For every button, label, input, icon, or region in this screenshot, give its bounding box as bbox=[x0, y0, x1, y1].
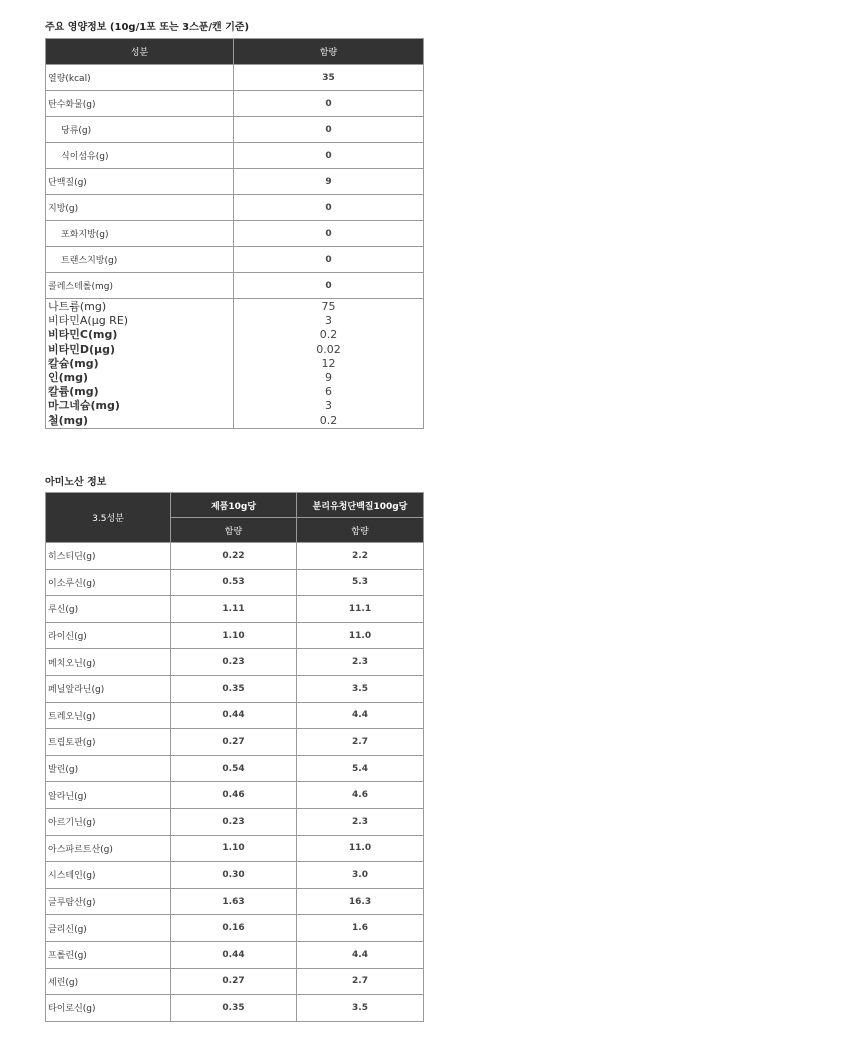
product-value: 1.10 bbox=[171, 622, 297, 649]
product-value: 0.54 bbox=[171, 755, 297, 782]
table-row bbox=[46, 835, 424, 862]
table-row bbox=[46, 995, 424, 1022]
mineral-value: 9 bbox=[325, 371, 332, 385]
product-value: 0.22 bbox=[171, 543, 297, 570]
mineral-value: 0.2 bbox=[319, 328, 338, 342]
nutrient-value: 0 bbox=[234, 117, 424, 143]
table-row bbox=[46, 143, 424, 169]
amino-name: 이소루신(g) bbox=[46, 569, 171, 596]
table-row bbox=[46, 117, 424, 143]
product-value: 0.35 bbox=[171, 995, 297, 1022]
nutrient-name: 탄수화물(g) bbox=[46, 91, 234, 117]
nutrient-value: 0 bbox=[234, 143, 424, 169]
amino-title: 아미노산 정보 bbox=[45, 477, 107, 488]
nutrition-header-row bbox=[46, 39, 424, 65]
table-row bbox=[46, 543, 424, 570]
amino-name: 트레오닌(g) bbox=[46, 702, 171, 729]
product-value: 0.46 bbox=[171, 782, 297, 809]
mineral-value: 3 bbox=[325, 399, 332, 413]
nutrient-value: 0 bbox=[234, 247, 424, 273]
isolate-value: 4.6 bbox=[297, 782, 424, 809]
amino-name: 페닐알라닌(g) bbox=[46, 675, 171, 702]
nutrient-value: 0 bbox=[234, 195, 424, 221]
minerals-values bbox=[234, 299, 424, 429]
isolate-value: 2.3 bbox=[297, 649, 424, 676]
table-row bbox=[46, 702, 424, 729]
table-row bbox=[46, 65, 424, 91]
mineral-name: 비타민A(μg RE) bbox=[48, 314, 129, 328]
nutrient-value: 0 bbox=[234, 91, 424, 117]
isolate-value: 11.0 bbox=[297, 622, 424, 649]
table-row bbox=[46, 755, 424, 782]
table-row bbox=[46, 729, 424, 756]
nutrient-name: 콜레스테롤(mg) bbox=[46, 273, 234, 299]
nutrient-value: 35 bbox=[234, 65, 424, 91]
nutrient-value: 9 bbox=[234, 169, 424, 195]
isolate-value: 5.3 bbox=[297, 569, 424, 596]
table-row bbox=[46, 169, 424, 195]
mineral-value: 75 bbox=[321, 300, 336, 313]
header-amount: 함량 bbox=[171, 518, 297, 543]
table-row bbox=[46, 273, 424, 299]
table-row bbox=[46, 888, 424, 915]
amino-name: 라이신(g) bbox=[46, 622, 171, 649]
mineral-name: 칼륨(mg) bbox=[48, 385, 99, 399]
mineral-name: 마그네슘(mg) bbox=[48, 399, 120, 413]
amino-header-row bbox=[46, 493, 424, 518]
amino-name: 세린(g) bbox=[46, 968, 171, 995]
table-row bbox=[46, 649, 424, 676]
table-row bbox=[46, 782, 424, 809]
table-row bbox=[46, 915, 424, 942]
nutrient-value: 0 bbox=[234, 221, 424, 247]
isolate-value: 4.4 bbox=[297, 702, 424, 729]
nutrient-name: 지방(g) bbox=[46, 195, 234, 221]
isolate-value: 5.4 bbox=[297, 755, 424, 782]
table-row bbox=[46, 675, 424, 702]
header-product: 제품10g당 bbox=[171, 493, 297, 518]
amino-name: 아르기닌(g) bbox=[46, 808, 171, 835]
amino-name: 아스파르트산(g) bbox=[46, 835, 171, 862]
header-amount: 함량 bbox=[234, 39, 424, 65]
minerals-names bbox=[46, 299, 234, 429]
product-value: 0.30 bbox=[171, 862, 297, 889]
product-value: 1.63 bbox=[171, 888, 297, 915]
amino-name: 알라닌(g) bbox=[46, 782, 171, 809]
amino-name: 메치오닌(g) bbox=[46, 649, 171, 676]
amino-body bbox=[46, 543, 424, 1022]
isolate-value: 3.5 bbox=[297, 675, 424, 702]
header-amount: 함량 bbox=[297, 518, 424, 543]
header-component: 3.5성분 bbox=[46, 493, 171, 543]
amino-name: 루신(g) bbox=[46, 596, 171, 623]
product-value: 0.23 bbox=[171, 808, 297, 835]
mineral-value: 3 bbox=[325, 314, 332, 328]
amino-name: 히스티딘(g) bbox=[46, 543, 171, 570]
amino-name: 글리신(g) bbox=[46, 915, 171, 942]
nutrient-name: 열량(kcal) bbox=[46, 65, 234, 91]
product-value: 0.27 bbox=[171, 729, 297, 756]
product-value: 0.35 bbox=[171, 675, 297, 702]
header-component: 성분 bbox=[46, 39, 234, 65]
isolate-value: 2.7 bbox=[297, 968, 424, 995]
nutrition-title: 주요 영양정보 (10g/1포 또는 3스푼/캔 기준) bbox=[45, 22, 250, 33]
table-row bbox=[46, 221, 424, 247]
isolate-value: 11.1 bbox=[297, 596, 424, 623]
isolate-value: 1.6 bbox=[297, 915, 424, 942]
nutrient-name: 당류(g) bbox=[46, 117, 234, 143]
table-row bbox=[46, 808, 424, 835]
amino-name: 글루탐산(g) bbox=[46, 888, 171, 915]
table-row bbox=[46, 247, 424, 273]
isolate-value: 3.5 bbox=[297, 995, 424, 1022]
table-row bbox=[46, 195, 424, 221]
product-value: 1.10 bbox=[171, 835, 297, 862]
product-value: 0.23 bbox=[171, 649, 297, 676]
product-value: 0.44 bbox=[171, 702, 297, 729]
product-value: 0.16 bbox=[171, 915, 297, 942]
mineral-name: 나트륨(mg) bbox=[48, 300, 107, 313]
table-row bbox=[46, 862, 424, 889]
mineral-value: 0.2 bbox=[319, 413, 338, 427]
isolate-value: 2.2 bbox=[297, 543, 424, 570]
nutrient-name: 식이섬유(g) bbox=[46, 143, 234, 169]
table-row bbox=[46, 622, 424, 649]
amino-name: 발린(g) bbox=[46, 755, 171, 782]
table-row bbox=[46, 569, 424, 596]
amino-name: 트립토판(g) bbox=[46, 729, 171, 756]
nutrient-value: 0 bbox=[234, 273, 424, 299]
product-value: 0.53 bbox=[171, 569, 297, 596]
isolate-value: 3.0 bbox=[297, 862, 424, 889]
mineral-value: 6 bbox=[325, 385, 332, 399]
mineral-name: 비타민D(μg) bbox=[48, 342, 116, 356]
isolate-value: 4.4 bbox=[297, 941, 424, 968]
amino-table bbox=[45, 492, 424, 1022]
amino-name: 프롤린(g) bbox=[46, 941, 171, 968]
product-value: 1.11 bbox=[171, 596, 297, 623]
header-isolate: 분리유청단백질100g당 bbox=[297, 493, 424, 518]
mineral-name: 인(mg) bbox=[48, 371, 89, 385]
nutrient-name: 단백질(g) bbox=[46, 169, 234, 195]
isolate-value: 16.3 bbox=[297, 888, 424, 915]
table-row bbox=[46, 91, 424, 117]
table-row bbox=[46, 941, 424, 968]
nutrient-name: 트랜스지방(g) bbox=[46, 247, 234, 273]
isolate-value: 2.3 bbox=[297, 808, 424, 835]
product-value: 0.27 bbox=[171, 968, 297, 995]
mineral-name: 비타민C(mg) bbox=[48, 328, 118, 342]
mineral-value: 0.02 bbox=[316, 342, 341, 356]
isolate-value: 11.0 bbox=[297, 835, 424, 862]
amino-name: 타이로신(g) bbox=[46, 995, 171, 1022]
isolate-value: 2.7 bbox=[297, 729, 424, 756]
nutrition-table bbox=[45, 38, 424, 429]
mineral-name: 철(mg) bbox=[48, 413, 89, 427]
table-row bbox=[46, 596, 424, 623]
mineral-name: 칼슘(mg) bbox=[48, 356, 99, 370]
nutrient-name: 포화지방(g) bbox=[46, 221, 234, 247]
amino-name: 시스테인(g) bbox=[46, 862, 171, 889]
table-row bbox=[46, 968, 424, 995]
mineral-value: 12 bbox=[321, 356, 336, 370]
minerals-row bbox=[46, 299, 424, 429]
product-value: 0.44 bbox=[171, 941, 297, 968]
